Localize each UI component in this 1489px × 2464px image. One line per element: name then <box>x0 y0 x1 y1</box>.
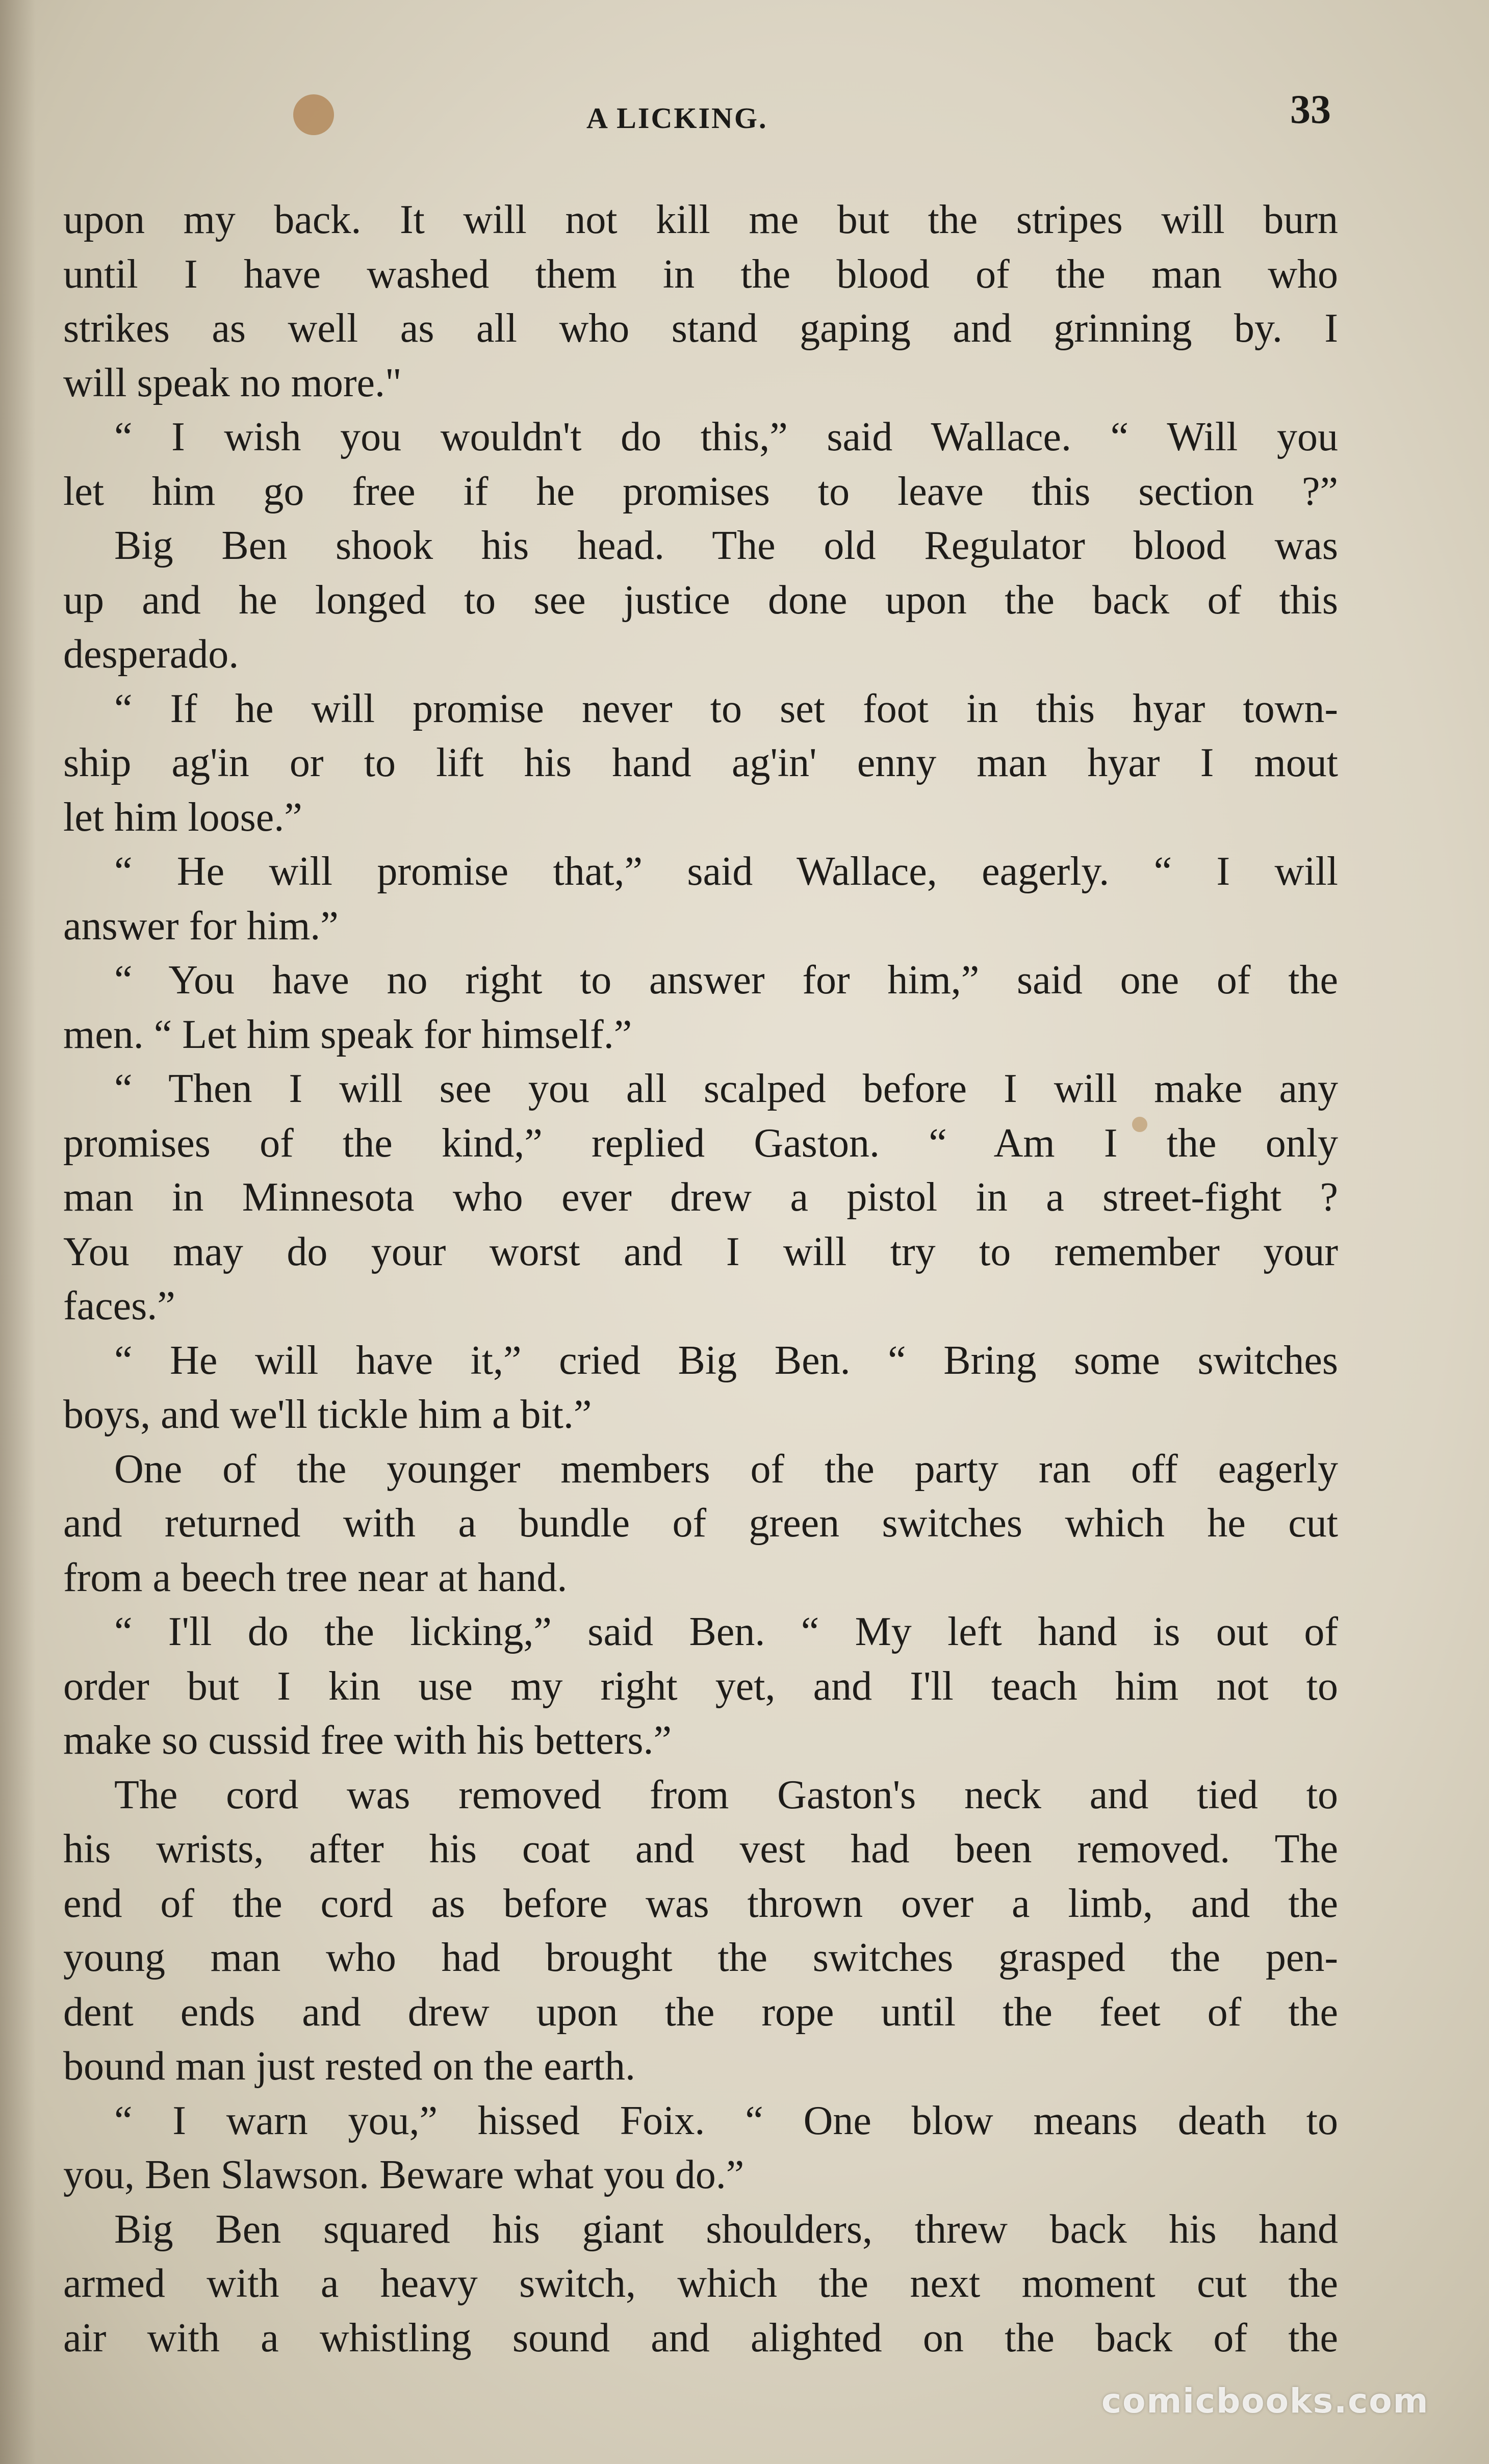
watermark: comicbooks.com <box>1101 2381 1429 2421</box>
text-line: promises of the kind,” replied Gaston. “ Am I the only <box>63 1120 1338 1166</box>
text-line: One of the younger members of the party ran off eagerly <box>114 1446 1338 1492</box>
text-line: armed with a heavy switch, which the next moment cut the <box>63 2261 1338 2306</box>
text-line: his wrists, after his coat and vest had been removed. The <box>63 1827 1338 1871</box>
text-line: let him loose.” <box>63 794 302 840</box>
running-head: A LICKING. <box>586 101 768 135</box>
text-line: upon my back. It will not kill me but the stripes will burn <box>63 197 1338 242</box>
gutter-shadow <box>0 0 36 2464</box>
text-line: make so cussid free with his betters.” <box>63 1718 672 1763</box>
text-line: up and he longed to see justice done upon the back of this <box>63 577 1338 623</box>
text-line: Big Ben shook his head. The old Regulator blood was <box>114 523 1338 568</box>
text-line: ship ag'in or to lift his hand ag'in' enny man hyar I mout <box>63 740 1338 785</box>
text-line: man in Minnesota who ever drew a pistol in a street-fight ? <box>63 1175 1338 1220</box>
text-line: You may do your worst and I will try to remember your <box>63 1229 1338 1274</box>
text-line: young man who had brought the switches grasped the pen- <box>63 1935 1338 1980</box>
text-line: “ I warn you,” hissed Foix. “ One blow means death to <box>114 2098 1338 2143</box>
text-line: men. “ Let him speak for himself.” <box>63 1012 632 1057</box>
text-line: bound man just rested on the earth. <box>63 2044 635 2089</box>
text-line: “ He will have it,” cried Big Ben. “ Bring some switches <box>114 1338 1338 1383</box>
text-line: “ You have no right to answer for him,” said one of the <box>114 958 1338 1003</box>
text-line: let him go free if he promises to leave this section ?” <box>63 469 1338 514</box>
text-line: you, Ben Slawson. Beware what you do.” <box>63 2152 744 2197</box>
text-line: “ I'll do the licking,” said Ben. “ My left hand is out of <box>114 1609 1338 1654</box>
text-line: faces.” <box>63 1284 175 1328</box>
page-header <box>0 87 1489 143</box>
body-text <box>63 193 1338 2365</box>
text-line: answer for him.” <box>63 903 339 948</box>
text-line: desperado. <box>63 632 239 677</box>
text-line: end of the cord as before was thrown over a limb, and the <box>63 1881 1338 1926</box>
text-line: will speak no more." <box>63 360 402 405</box>
text-line: and returned with a bundle of green switches which he cut <box>63 1501 1338 1546</box>
text-line: strikes as well as all who stand gaping and grinning by. I <box>63 306 1338 351</box>
text-line: “ If he will promise never to set foot in this hyar town- <box>114 686 1338 731</box>
text-line: dent ends and drew upon the rope until the feet of the <box>63 1989 1338 2035</box>
text-line: The cord was removed from Gaston's neck and tied to <box>114 1772 1338 1817</box>
text-line: boys, and we'll tickle him a bit.” <box>63 1392 592 1437</box>
text-line: “ He will promise that,” said Wallace, eagerly. “ I will <box>114 849 1338 894</box>
text-line: “ Then I will see you all scalped before I will make any <box>114 1066 1338 1111</box>
text-line: air with a whistling sound and alighted on the back of the <box>63 2315 1338 2360</box>
text-line: Big Ben squared his giant shoulders, threw back his hand <box>114 2206 1338 2252</box>
text-line: until I have washed them in the blood of the man who <box>63 251 1338 297</box>
text-line: from a beech tree near at hand. <box>63 1555 568 1600</box>
page-number: 33 <box>1290 87 1331 132</box>
text-line: “ I wish you wouldn't do this,” said Wallace. “ Will you <box>114 415 1338 459</box>
text-line: order but I kin use my right yet, and I'll teach him not to <box>63 1663 1338 1709</box>
